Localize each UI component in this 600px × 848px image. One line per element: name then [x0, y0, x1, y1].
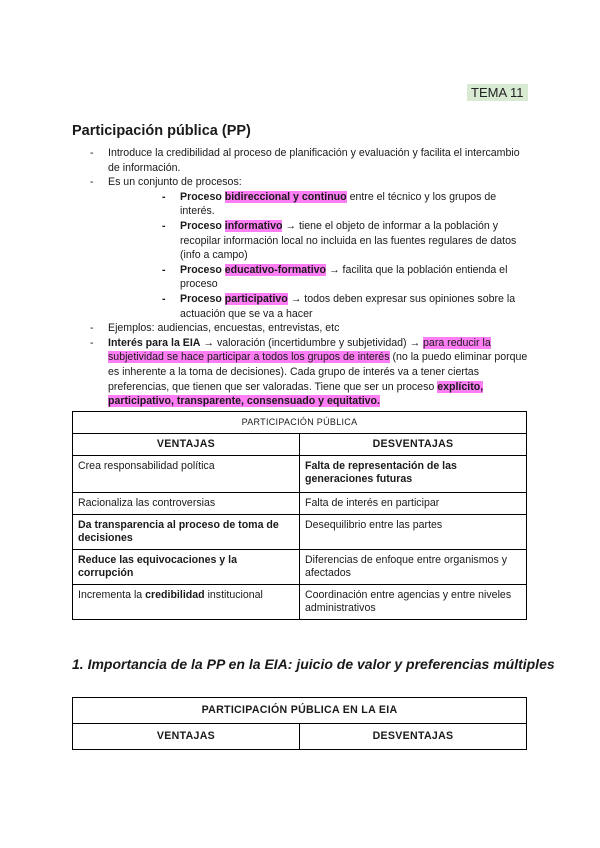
table-cell: Racionaliza las controversias	[73, 493, 300, 515]
table-row	[73, 550, 527, 585]
table-caption: PARTICIPACIÓN PÚBLICA	[73, 412, 527, 434]
column-header-ventajas: VENTAJAS	[73, 724, 300, 750]
sub-list-item: - Proceso participativo → todos deben expresar sus opiniones sobre la actuación que se va a hacer	[108, 292, 532, 321]
sub-list-item: - Proceso educativo-formativo → facilita que la población entienda el proceso	[108, 263, 532, 292]
table-row	[73, 585, 527, 620]
table-cell: Desequilibrio entre las partes	[300, 515, 527, 550]
highlight: para reducir la subjetividad se hace participar a todos los grupos de interés	[108, 336, 491, 364]
list-item: - Ejemplos: audiencias, encuestas, entrevistas, etc	[72, 321, 532, 336]
sub-list-item: - Proceso bidireccional y continuo entre el técnico y los grupos de interés.	[108, 190, 532, 219]
section-heading: 1. Importancia de la PP en la EIA: juicio de valor y preferencias múltiples	[72, 656, 555, 672]
sub-list-item: - Proceso informativo → tiene el objeto de informar a la población y recopilar información local no incluida en las fuentes regulares de datos (info a campo)	[108, 219, 532, 263]
table-caption: PARTICIPACIÓN PÚBLICA EN LA EIA	[73, 698, 527, 724]
highlight: educativo-formativo	[224, 263, 327, 276]
table-cell: Crea responsabilidad política	[73, 456, 300, 493]
column-header-ventajas: VENTAJAS	[73, 434, 300, 456]
table-cell: Reduce las equivocaciones y la corrupción	[73, 550, 300, 585]
highlight: bidireccional y continuo	[224, 190, 347, 203]
topic-tag: TEMA 11	[467, 84, 528, 101]
list-item: - Interés para la EIA → valoración (incertidumbre y subjetividad) → para reducir la subjetividad se hace participar a todos los grupos de interés (no la puedo eliminar porque es inherente a la toma de decisiones). Cada grupo de interés va a tener ciertas preferencias, que tienen que ser valoradas. Tiene que ser un proceso explícito, participativo, transparente, consensuado y equitativo.	[72, 336, 532, 409]
column-header-desventajas: DESVENTAJAS	[300, 434, 527, 456]
table-row	[73, 493, 527, 515]
table-row	[73, 515, 527, 550]
table-cell: Coordinación entre agencias y entre niveles administrativos	[300, 585, 527, 620]
list-item: - Introduce la credibilidad al proceso de planificación y evaluación y facilita el intercambio de información.	[72, 146, 532, 175]
participation-table	[72, 411, 527, 620]
table-cell: Da transparencia al proceso de toma de decisiones	[73, 515, 300, 550]
page-title: Participación pública (PP)	[72, 123, 251, 139]
highlight: informativo	[224, 219, 283, 232]
column-header-desventajas: DESVENTAJAS	[300, 724, 527, 750]
table-row	[73, 456, 527, 493]
table-cell: Incrementa la credibilidad institucional	[73, 585, 300, 620]
eia-participation-table	[72, 697, 527, 750]
table-cell: Falta de representación de las generaciones futuras	[300, 456, 527, 493]
table-cell: Falta de interés en participar	[300, 493, 527, 515]
highlight: participativo	[224, 292, 288, 305]
list-item: - Es un conjunto de procesos: - Proceso bidireccional y continuo entre el técnico y los grupos de interés. - Proceso informativo → tiene el objeto de informar a la población y recopilar información local no incluida en las fuentes regulares de datos (info a campo) - Proceso educativo-formativo → facilita que la población entienda el proceso - Proceso participativo → todos deben expresar sus opiniones sobre la actuación que se va a hacer	[72, 175, 532, 321]
highlight: explícito, participativo, transparente, consensuado y equitativo.	[108, 380, 484, 408]
table-cell: Diferencias de enfoque entre organismos y afectados	[300, 550, 527, 585]
bullet-list	[72, 146, 532, 409]
